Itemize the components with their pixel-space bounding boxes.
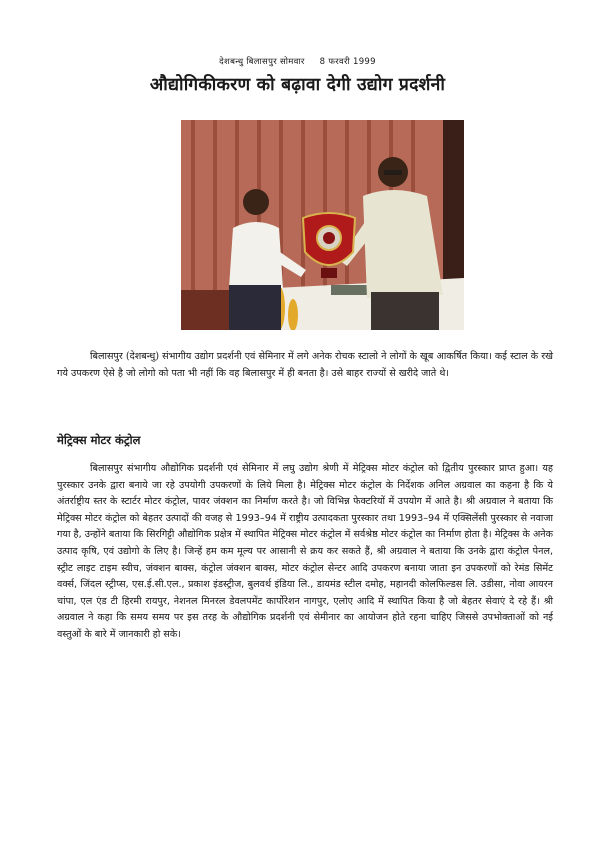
section-heading: मेट्रिक्स मोटर कंट्रोल [57,433,141,447]
headline: औद्योगिकीकरण को बढ़ावा देगी उद्योग प्रदर्शनी [149,75,446,95]
body-paragraph: बिलासपुर संभागीय औद्योगिक प्रदर्शनी एवं सेमिनार में लघु उद्योग श्रेणी में मेट्रिक्स मोटर कंट्रोल को द्वितीय पुरस्कार प्राप्त हुआ। यह पुरस्कार उनके द्वारा बनाये जा रहे उपयोगी उपकरणों के लिये मिला है। मेट्रिक्स मोटर कंट्रोल के निर्देशक अनिल अग्रवाल का कहना है कि ये अंतर्राष्ट्रीय स्तर के स्टार्टर मोटर कंट्रोल, पावर जंक्शन का निर्माण करते है। जो विभिन्न फेक्टरियों में उपयोग में आते है। श्री अग्रवाल ने बताया कि मेट्रिक्स मोटर कंट्रोल को बेहतर उत्पादों की वजह से 1993–94 में राष्ट्रीय उत्पादकता पुरस्कार तथा 1993–94 में एक्सिलेंसी पुरस्कार से नवाजा गया है, उन्होंने बताया कि सिरगिट्टी औद्योगिक प्रक्षेत्र में स्थापित मेट्रिक्स मोटर कंट्रोल में सर्वश्रेष्ठ मोटर कंट्रोल का निर्माण होता है। मेट्रिक्स के अनेक उत्पाद कृषि, एवं उद्योगो के लिए है। जिन्हें हम कम मूल्य पर आसानी से क्रय कर सकते हैं, श्री अग्रवाल ने बताया कि उनके द्वारा कंट्रोल पेनल, स्ट्रीट लाइट टाइम स्वीच, जंक्शन बाक्स, कंट्रोल जंक्शन बाक्स, मोटर कंट्रोल सेन्टर आदि उपकरण बनाया जाता इन उपकरणों को रेमंड सिमेंट वर्क्स, जिंदल स्ट्रीप्स, एस.ई.सी.एल., प्रकाश इंडस्ट्रीज, बुलवर्थ इंडिया लि., डायमंड स्टील दमोह, महानदी कोलफिल्डस लि. उडीसा, नोवा आयरन चांपा, एल एंड टी हिरमी रायपुर, नेशनल मिनरल डेवलपमेंट कार्पोरेशन नागपुर, एलोए आदि में स्थापित किया है जो बेहतर सेवाएं दे रहे हैं। श्री अग्रवाल ने कहा कि समय समय पर इस तरह के औद्योगिक प्रदर्शनी एवं सेमीनार का आयोजन होते रहना चाहिए जिससे उपभोक्ताओं को नई वस्तुओं के बारे में जानकारी हो सके। [57,463,553,640]
newspaper-name: देशबन्धु बिलासपुर सोमवार [219,57,305,67]
intro-paragraph: बिलासपुर (देशबन्धु) संभागीय उद्योग प्रदर्शनी एवं सेमिनार में लगे अनेक रोचक स्टालो ने लोगों के खूब आकर्षित किया। कई स्टाल के रखे गये उपकरण ऐसे है जो लोगो को पता भी नहीं कि वह बिलासपुर में ही बनता है। उसे बाहर राज्यों से खरीदे जाते थे। [57,351,553,379]
dateline [0,56,595,67]
table-items [331,285,371,295]
award-ceremony-photo [181,120,464,330]
award-photo-illustration [181,120,464,330]
publication-date: 8 फरवरी 1999 [319,57,376,67]
